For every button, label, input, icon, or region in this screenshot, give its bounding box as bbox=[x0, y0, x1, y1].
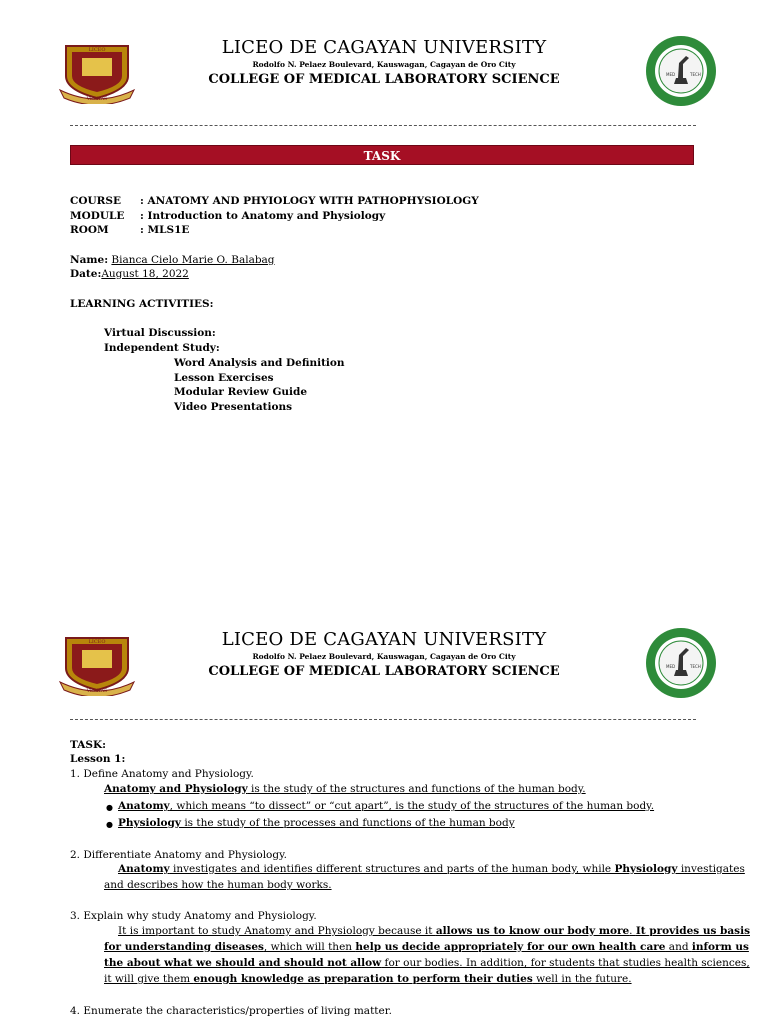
date-value: August 18, 2022 bbox=[101, 268, 189, 280]
term-anatomy: Anatomy bbox=[118, 863, 170, 875]
svg-text:MED: MED bbox=[666, 72, 676, 77]
university-name: LICEO DE CAGAYAN UNIVERSITY bbox=[221, 629, 547, 650]
activity-item: Video Presentations bbox=[174, 401, 293, 413]
course-label: COURSE bbox=[70, 195, 121, 207]
answer-2-line-2: and describes how the human body works. bbox=[104, 879, 332, 891]
answer-1-bullet-1 bbox=[118, 800, 654, 812]
learning-activities-heading: LEARNING ACTIVITIES: bbox=[70, 298, 214, 310]
university-address: Rodolfo N. Pelaez Boulevard, Kauswagan, Cagayan de Oro City bbox=[252, 60, 516, 69]
room-row bbox=[70, 224, 189, 236]
answer-3-text: for our bodies. In addition, for students that studies health sciences, bbox=[381, 957, 750, 969]
question-4: 4. Enumerate the characteristics/properties of living matter. bbox=[70, 1005, 392, 1017]
bullet-1-text: , which means “to dissect” or “cut apart”, is the study of the structures of the human body. bbox=[169, 800, 655, 812]
bullet-icon: ● bbox=[106, 820, 113, 829]
svg-text:VERITAS: VERITAS bbox=[86, 689, 108, 694]
divider bbox=[70, 125, 696, 126]
independent-study: Independent Study: bbox=[104, 342, 220, 354]
document-page-2 bbox=[0, 592, 768, 1024]
answer-3-line-1 bbox=[118, 925, 750, 937]
answer-3-emphasis: the about what we should and should not allow bbox=[104, 957, 382, 969]
divider bbox=[70, 719, 696, 720]
answer-1-text: is the study of the structures and functions of the human body. bbox=[247, 783, 586, 795]
svg-text:VERITAS: VERITAS bbox=[86, 97, 108, 102]
answer-3-line-2 bbox=[104, 941, 749, 953]
course-row bbox=[70, 195, 479, 207]
activity-item: Modular Review Guide bbox=[174, 386, 308, 398]
term-anatomy-physiology: Anatomy and Physiology bbox=[104, 783, 248, 795]
svg-text:LICEO: LICEO bbox=[88, 47, 106, 53]
college-seal-icon bbox=[644, 626, 718, 700]
term-physiology: Physiology bbox=[614, 863, 678, 875]
answer-3-text: . bbox=[629, 925, 636, 937]
task-heading: TASK: bbox=[70, 739, 106, 751]
name-row bbox=[70, 254, 275, 266]
answer-3-text: and bbox=[665, 941, 692, 953]
college-name: COLLEGE OF MEDICAL LABORATORY SCIENCE bbox=[208, 72, 560, 87]
answer-2-text-end: investigates bbox=[677, 863, 745, 875]
name-value: Bianca Cielo Marie O. Balabag bbox=[111, 254, 275, 266]
virtual-discussion: Virtual Discussion: bbox=[104, 327, 216, 339]
answer-3-text: It is important to study Anatomy and Physiology because it bbox=[118, 925, 436, 937]
answer-3-line-4 bbox=[104, 973, 632, 985]
answer-1 bbox=[104, 783, 586, 795]
term-anatomy: Anatomy bbox=[118, 800, 170, 812]
bullet-icon: ● bbox=[106, 803, 113, 812]
university-name: LICEO DE CAGAYAN UNIVERSITY bbox=[221, 37, 547, 58]
question-2: 2. Differentiate Anatomy and Physiology. bbox=[70, 849, 287, 861]
answer-3-text: , which will then bbox=[263, 941, 356, 953]
task-banner: TASK bbox=[70, 145, 694, 165]
room-value: : MLS1E bbox=[140, 224, 190, 236]
activity-item: Lesson Exercises bbox=[174, 372, 274, 384]
module-label: MODULE bbox=[70, 210, 125, 222]
svg-text:LICEO: LICEO bbox=[88, 639, 106, 645]
answer-3-text: it will give them bbox=[104, 973, 194, 985]
lesson-heading: Lesson 1: bbox=[70, 753, 126, 765]
svg-text:TECH: TECH bbox=[690, 72, 701, 77]
answer-3-emphasis: inform us bbox=[691, 941, 749, 953]
module-row bbox=[70, 210, 385, 222]
answer-2-line-1 bbox=[118, 863, 745, 875]
answer-3-emphasis: enough knowledge as preparation to perform their duties bbox=[193, 973, 533, 985]
name-label: Name: bbox=[70, 254, 109, 266]
question-3: 3. Explain why study Anatomy and Physiology. bbox=[70, 910, 317, 922]
answer-2-text: investigates and identifies different structures and parts of the human body, while bbox=[169, 863, 615, 875]
answer-3-emphasis: for understanding diseases bbox=[104, 941, 264, 953]
date-row bbox=[70, 268, 189, 280]
course-value: : ANATOMY AND PHYIOLOGY WITH PATHOPHYSIOLOGY bbox=[140, 195, 479, 207]
answer-3-emphasis: help us decide appropriately for our own health care bbox=[355, 941, 666, 953]
room-label: ROOM bbox=[70, 224, 109, 236]
svg-text:TECH: TECH bbox=[690, 664, 701, 669]
answer-3-emphasis: allows us to know our body more bbox=[435, 925, 630, 937]
college-seal-icon bbox=[644, 34, 718, 108]
activity-item: Word Analysis and Definition bbox=[174, 357, 345, 369]
term-physiology: Physiology bbox=[118, 817, 181, 829]
question-1: 1. Define Anatomy and Physiology. bbox=[70, 768, 254, 780]
bullet-2-text: is the study of the processes and functions of the human body bbox=[180, 817, 515, 829]
answer-1-bullet-2 bbox=[118, 817, 515, 829]
college-name: COLLEGE OF MEDICAL LABORATORY SCIENCE bbox=[208, 664, 560, 679]
answer-3-line-3 bbox=[104, 957, 750, 969]
svg-text:MED: MED bbox=[666, 664, 676, 669]
answer-3-text: well in the future. bbox=[532, 973, 632, 985]
date-label: Date: bbox=[70, 268, 102, 280]
answer-3-emphasis: It provides us basis bbox=[635, 925, 750, 937]
module-value: : Introduction to Anatomy and Physiology bbox=[140, 210, 386, 222]
university-address: Rodolfo N. Pelaez Boulevard, Kauswagan, Cagayan de Oro City bbox=[252, 652, 516, 661]
